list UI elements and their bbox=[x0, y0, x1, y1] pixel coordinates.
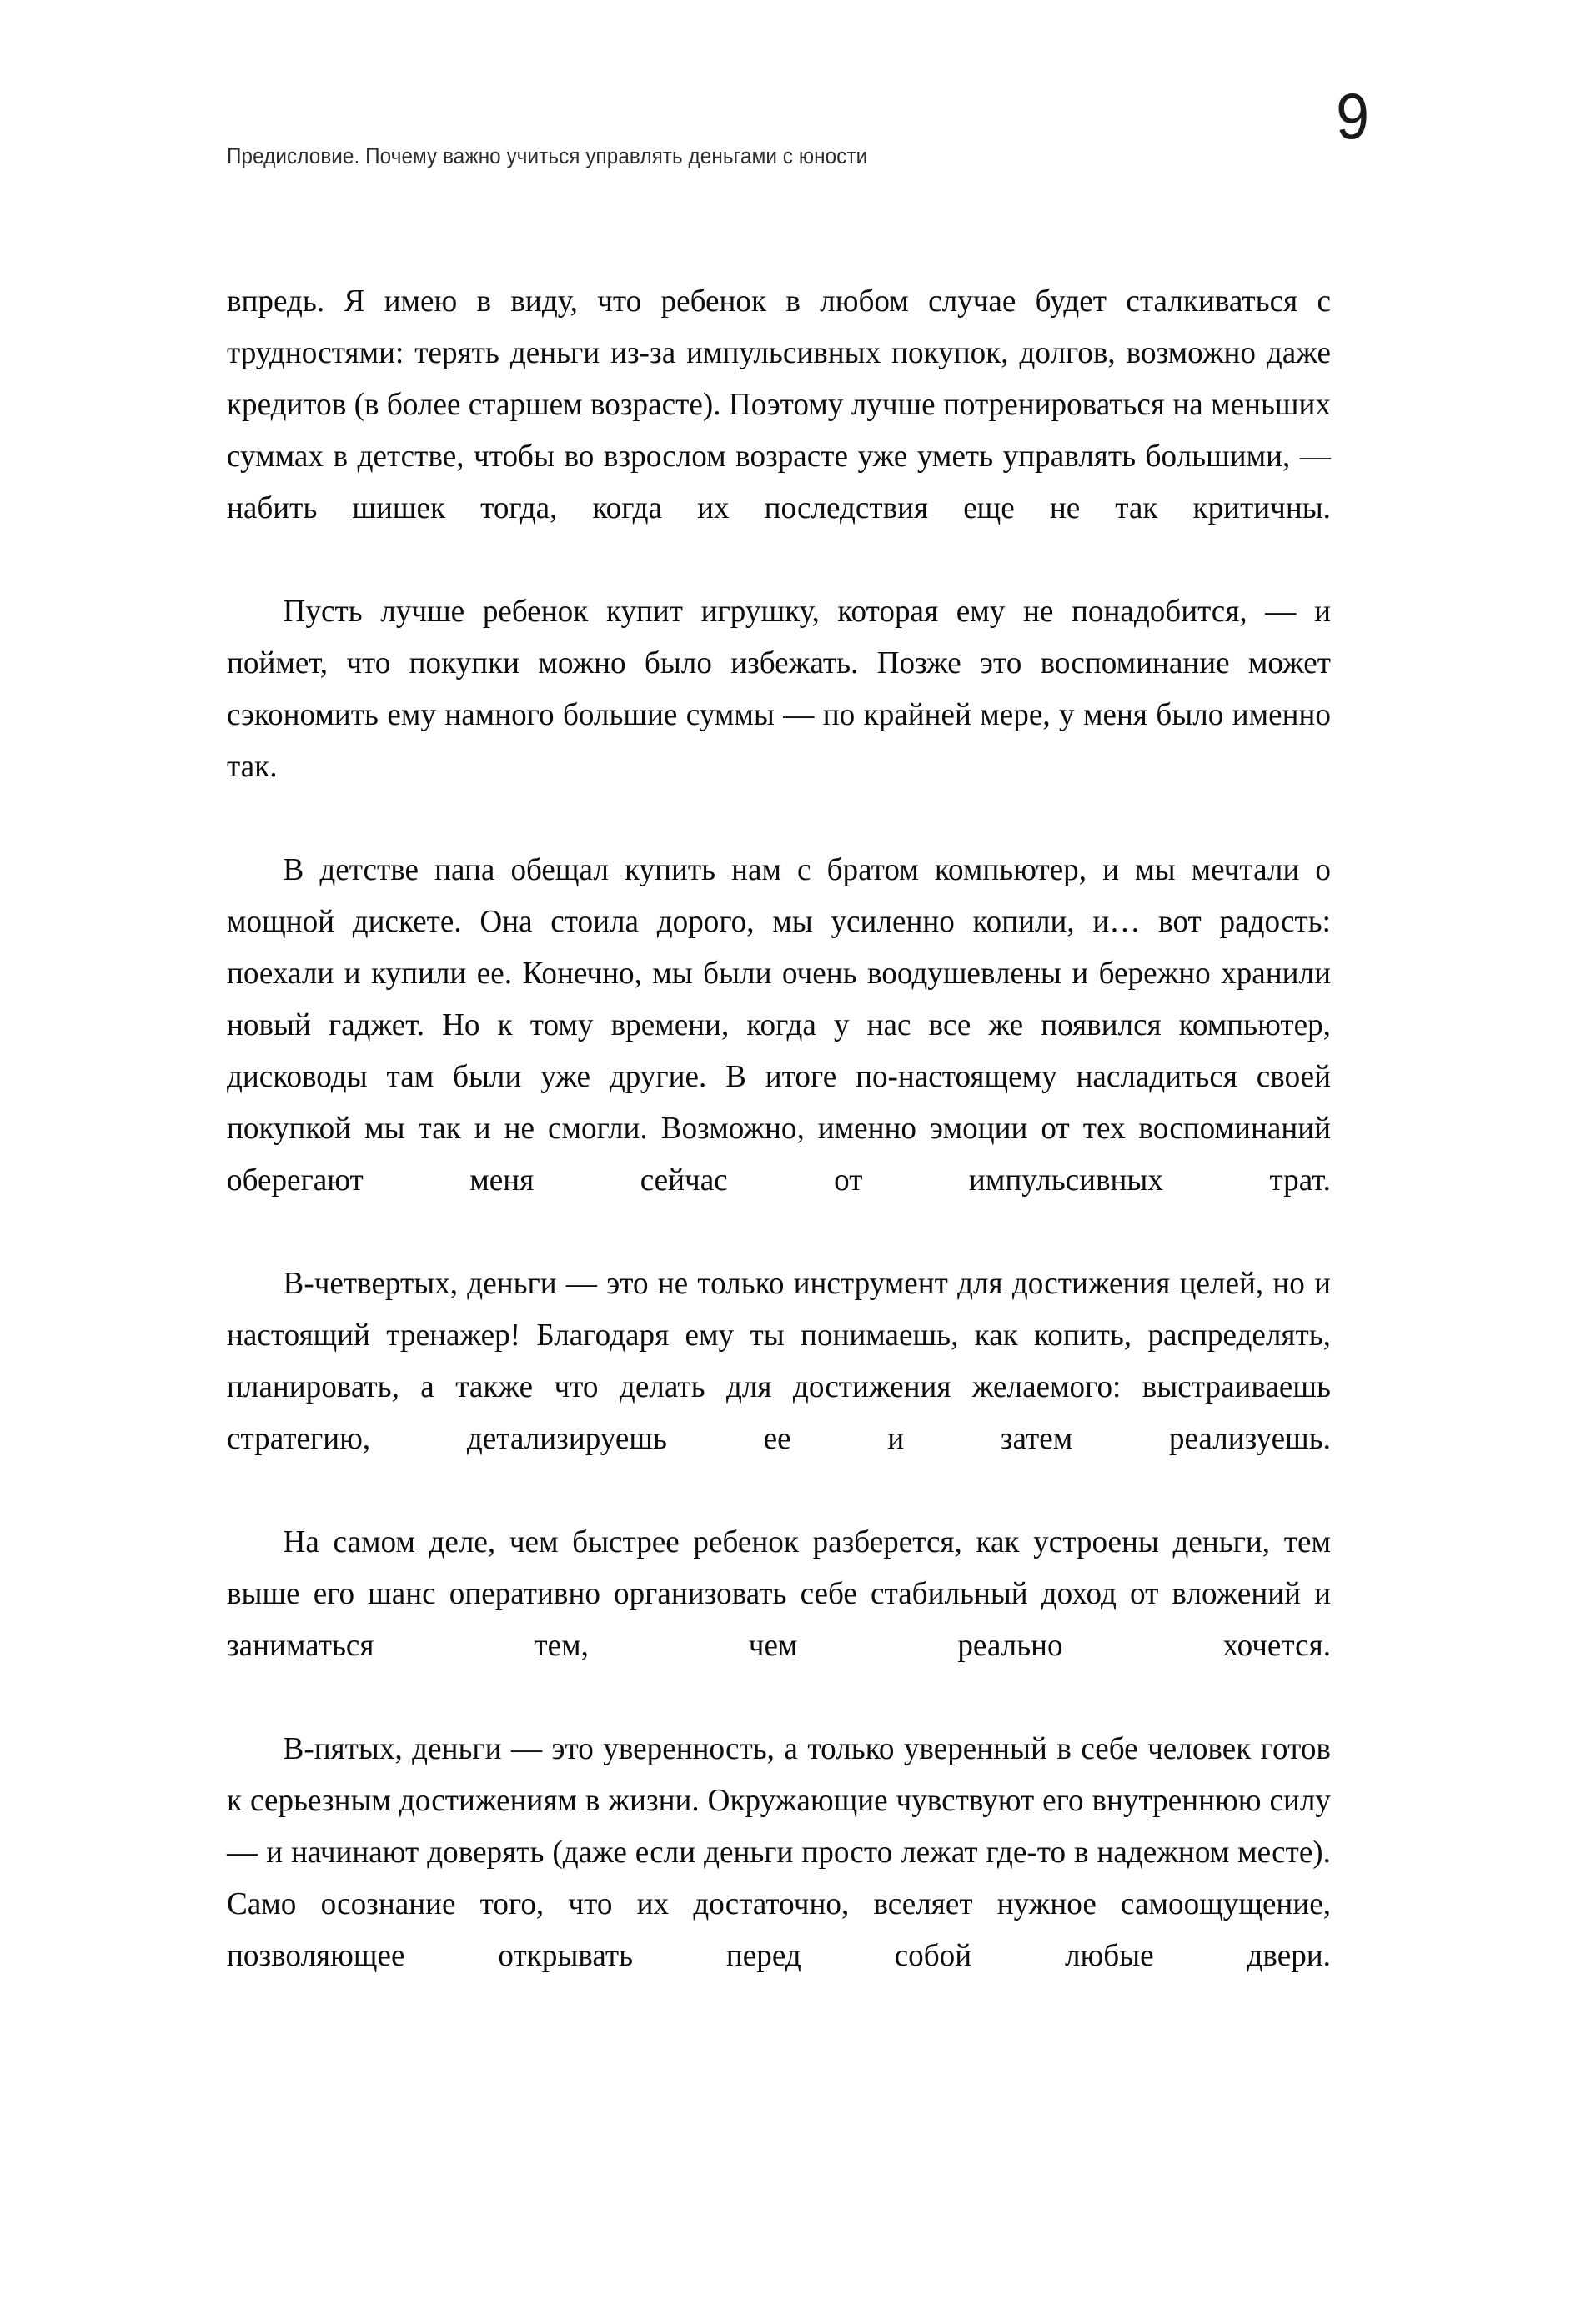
paragraph: В-пятых, деньги — это уверенность, а только уверенный в себе человек готов к серьезным достижениям в жизни. Окружающие чувствуют его внутреннюю силу — и начинают доверять (даже если деньги просто лежат где-то в надежном месте). Само осознание того, что их достаточно, вселяет нужное самоощущение, позволяющее открывать перед собой любые двери. bbox=[227, 1731, 1331, 1973]
paragraph: Пусть лучше ребенок купит игрушку, которая ему не понадобится, — и поймет, что покупки можно было избежать. Позже это воспоминание может сэкономить ему намного большие суммы — по крайней мере, у меня было именно так. bbox=[227, 594, 1331, 784]
paragraph: На самом деле, чем быстрее ребенок разберется, как устроены деньги, тем выше его шанс оперативно организовать себе стабильный доход от вложений и заниматься тем, чем реально хочется. bbox=[227, 1524, 1331, 1663]
paragraph: В детстве папа обещал купить нам с братом компьютер, и мы мечтали о мощной дискете. Она стоила дорого, мы усиленно копили, и… вот радость: поехали и купили ее. Конечно, мы были очень воодушевлены и бережно хранили новый гаджет. Но к тому времени, когда у нас все же появился компьютер, дисководы там были уже другие. В итоге по-настоящему насладиться своей покупкой мы так и не смогли. Возможно, именно эмоции от тех воспоминаний оберегают меня сейчас от импульсивных трат. bbox=[227, 852, 1331, 1198]
running-head bbox=[227, 143, 1378, 183]
running-head-title: Предисловие. Почему важно учиться управлять деньгами с юности bbox=[227, 143, 868, 168]
page-number: 9 bbox=[1336, 79, 1369, 153]
paragraph: В-четвертых, деньги — это не только инструмент для достижения целей, но и настоящий тренажер! Благодаря ему ты понимаешь, как копить, распределять, планировать, а также что делать для достижения желаемого: выстраиваешь стратегию, детализируешь ее и затем реализуешь. bbox=[227, 1266, 1331, 1456]
paragraph: впредь. Я имею в виду, что ребенок в любом случае будет сталкиваться с трудностями: терять деньги из-за импульсивных покупок, долгов, возможно даже кредитов (в более старшем возрасте). Поэтому лучше потренироваться на меньших суммах в детстве, чтобы во взрослом возрасте уже уметь управлять большими, — набить шишек тогда, когда их последствия еще не так критичны. bbox=[227, 284, 1331, 525]
body-text-block bbox=[227, 275, 1371, 2033]
